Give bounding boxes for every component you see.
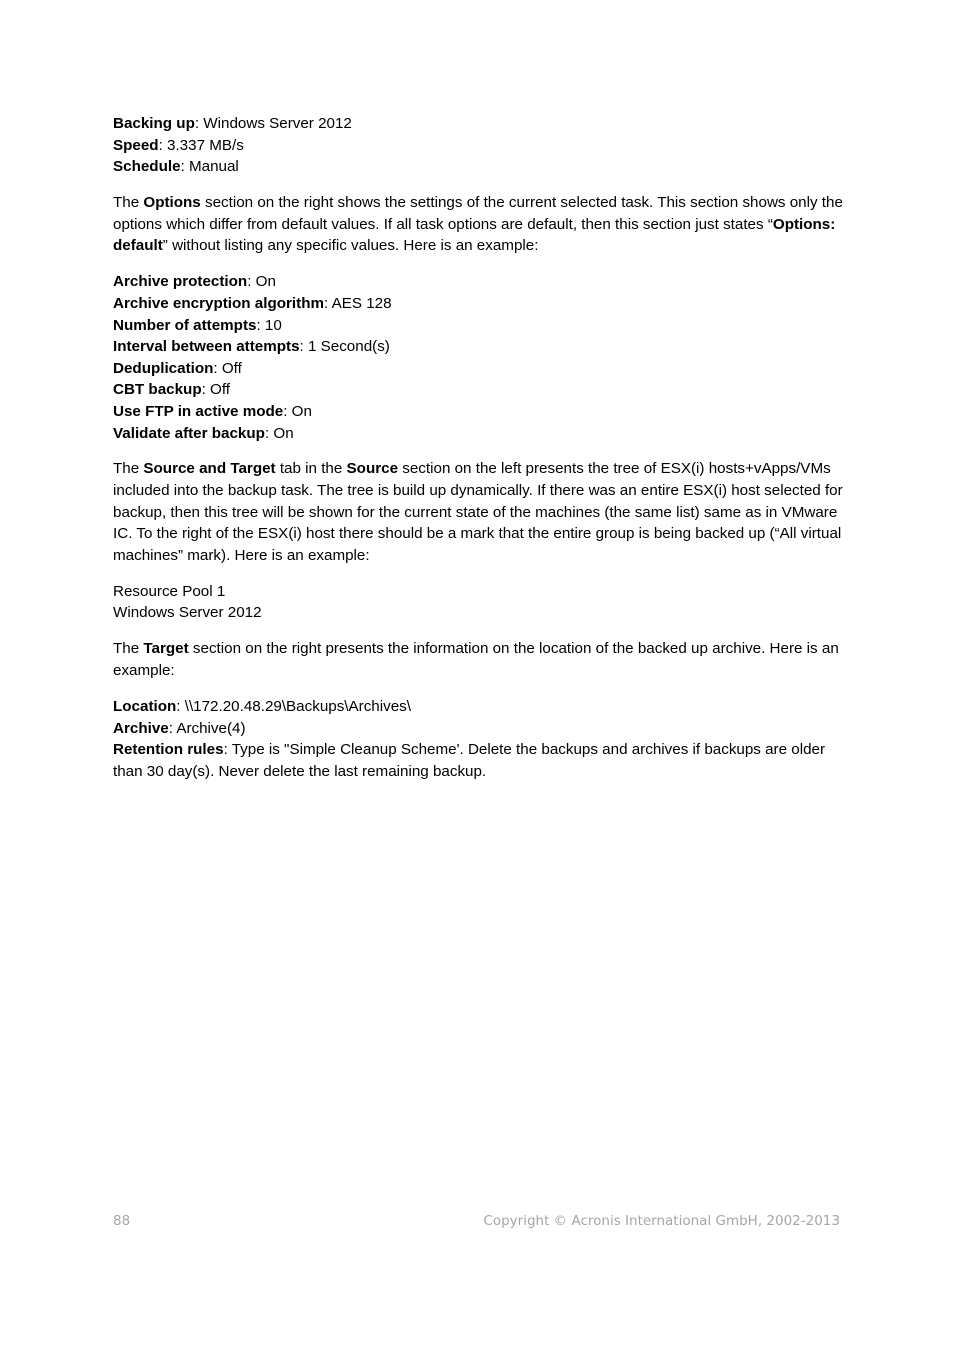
speed-line bbox=[113, 135, 845, 157]
source-paragraph-text-2: tab in the bbox=[275, 460, 347, 478]
options-paragraph-text-2: section on the right shows the settings of the current selected task. This section shows only the options which differ from default values. If all task options are default, then this section just states “ bbox=[113, 194, 843, 233]
speed-value: : 3.337 MB/s bbox=[158, 136, 244, 154]
option-value: : On bbox=[283, 402, 312, 420]
source-paragraph-bold-2: Source bbox=[346, 460, 399, 478]
option-label: Archive protection bbox=[113, 273, 248, 291]
backing-up-label: Backing up bbox=[113, 115, 195, 132]
target-retention-line bbox=[113, 739, 845, 782]
source-paragraph-text-3: section on the left presents the tree of ESX(i) hosts+vApps/VMs included into the backup task. The tree is build up dynamically. If there was an entire ESX(i) host selected for backup, then this tree will be shown for the current state of the machines (the same list) same as in VMware IC. To the right of the ESX(i) host there should be a mark that the entire group is being backed up (“All virtual machines” mark). Here is an example: bbox=[113, 460, 843, 564]
option-value: : On bbox=[264, 424, 294, 442]
options-paragraph-text-3: ” without listing any specific values. Here is an example: bbox=[162, 237, 539, 255]
schedule-label: Schedule bbox=[113, 158, 181, 176]
target-paragraph-text-1: The bbox=[113, 640, 144, 658]
backup-summary bbox=[113, 113, 845, 178]
target-archive-line bbox=[113, 718, 845, 740]
option-label: Use FTP in active mode bbox=[113, 402, 284, 420]
option-value: : On bbox=[247, 273, 276, 291]
target-archive-label: Archive bbox=[113, 719, 169, 737]
schedule-value: : Manual bbox=[180, 158, 239, 176]
target-paragraph-bold-1: Target bbox=[143, 640, 189, 658]
page-content bbox=[113, 113, 845, 797]
target-paragraph-text-2: section on the right presents the information on the location of the backed up archive. Here is an example: bbox=[113, 640, 839, 680]
option-label: Number of attempts bbox=[113, 316, 257, 334]
options-list bbox=[113, 271, 845, 444]
target-archive-value: : Archive(4) bbox=[168, 719, 246, 737]
option-label: CBT backup bbox=[113, 381, 202, 399]
option-cbt-backup bbox=[113, 379, 845, 401]
option-encryption-algorithm bbox=[113, 293, 845, 315]
option-value: : Off bbox=[213, 359, 242, 377]
source-paragraph bbox=[113, 458, 845, 566]
option-value: : 10 bbox=[256, 316, 282, 334]
option-archive-protection bbox=[113, 271, 845, 293]
tree-windows-server: Windows Server 2012 bbox=[113, 604, 262, 622]
option-value: : 1 Second(s) bbox=[299, 338, 390, 356]
option-validate-after-backup bbox=[113, 423, 845, 445]
target-retention-value: : Type is "Simple Cleanup Scheme'. Delete the backups and archives if backups are older than 30 day(s). Never delete the last remaining backup. bbox=[113, 741, 826, 780]
option-value: : Off bbox=[201, 381, 231, 399]
options-paragraph-bold-2: Options: default bbox=[113, 215, 836, 255]
options-paragraph bbox=[113, 192, 845, 257]
copyright-notice: Copyright © Acronis International GmbH, 2002-2013 bbox=[483, 1213, 840, 1229]
backing-up-value: : Windows Server 2012 bbox=[194, 115, 352, 132]
schedule-line bbox=[113, 156, 845, 178]
option-deduplication bbox=[113, 358, 845, 380]
source-paragraph-text-1: The bbox=[113, 460, 144, 478]
target-paragraph bbox=[113, 638, 845, 681]
target-location-line bbox=[113, 696, 845, 718]
option-label: Deduplication bbox=[113, 359, 214, 377]
option-number-of-attempts bbox=[113, 315, 845, 337]
target-retention-label: Retention rules bbox=[113, 741, 224, 759]
speed-label: Speed bbox=[113, 136, 159, 154]
option-label: Archive encryption algorithm bbox=[113, 294, 324, 312]
tree-resource-pool: Resource Pool 1 bbox=[113, 582, 226, 600]
option-ftp-active-mode bbox=[113, 401, 845, 423]
option-label: Interval between attempts bbox=[113, 338, 300, 356]
source-paragraph-bold-1: Source and Target bbox=[143, 460, 276, 478]
options-paragraph-text-1: The bbox=[113, 194, 144, 212]
tree-example bbox=[113, 581, 845, 624]
option-interval-between-attempts bbox=[113, 336, 845, 358]
target-location-value: : \\172.20.48.29\Backups\Archives\ bbox=[176, 698, 411, 715]
target-location-label: Location bbox=[113, 698, 177, 715]
option-label: Validate after backup bbox=[113, 424, 265, 442]
backing-up-line bbox=[113, 113, 845, 135]
target-list bbox=[113, 696, 845, 782]
options-paragraph-bold-1: Options bbox=[143, 194, 201, 212]
option-value: : AES 128 bbox=[323, 294, 392, 312]
page-number: 88 bbox=[113, 1213, 131, 1229]
